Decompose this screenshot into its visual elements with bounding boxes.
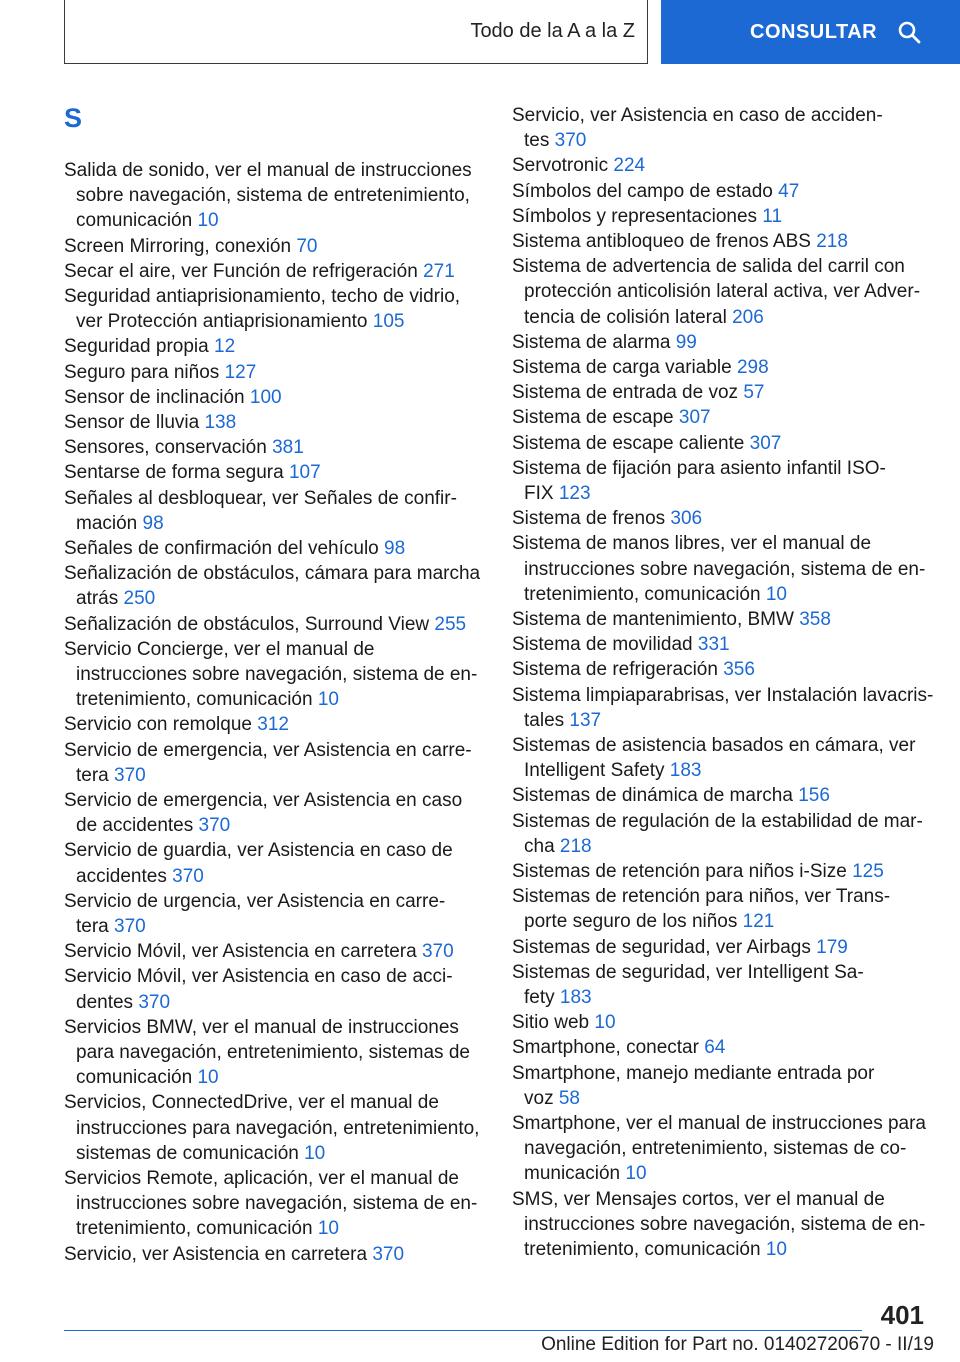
index-entry: [64, 259, 494, 284]
entry-text: Sistemas de seguridad, ver Intelligent Sa-: [512, 961, 864, 983]
index-entry: [512, 531, 944, 607]
page-link[interactable]: 64: [704, 1037, 726, 1059]
entry-text: Servicio Móvil, ver Asistencia en caso de acci-: [64, 966, 453, 988]
entry-text: Sensores, conservación: [64, 437, 267, 459]
index-entry: [512, 380, 944, 405]
index-entry: [512, 960, 944, 1010]
entry-text: Sistema de frenos: [512, 508, 666, 530]
entry-text: Smartphone, manejo mediante entrada por: [512, 1062, 875, 1084]
page-link[interactable]: 356: [723, 659, 755, 681]
page-link[interactable]: 10: [765, 583, 787, 605]
entry-text: Servicio Concierge, ver el manual de: [64, 638, 375, 660]
entry-text: Sistema de manos libres, ver el manual de: [512, 533, 872, 555]
index-entry: [64, 889, 494, 939]
entry-text: Smartphone, ver el manual de instrucciones para: [512, 1113, 927, 1134]
index-entry: [512, 153, 944, 178]
entry-text: SMS, ver Mensajes cortos, ver el manual de: [512, 1188, 885, 1210]
search-icon: [897, 20, 921, 44]
entry-text: Señales de confirmación del vehículo: [64, 538, 379, 559]
top-navigation: [0, 0, 960, 66]
page-link[interactable]: 10: [594, 1012, 616, 1034]
entry-text: Sentarse de forma segura: [64, 462, 284, 484]
entry-text: tretenimiento, comunicación: [76, 689, 313, 711]
page-link[interactable]: 370: [114, 764, 146, 786]
page-link[interactable]: 123: [558, 483, 591, 504]
index-entry: [512, 809, 944, 859]
index-entry: [64, 738, 494, 788]
entry-text: Sistemas de regulación de la estabilidad de mar-: [512, 810, 923, 832]
entry-text: Sistema de carga variable: [512, 357, 732, 378]
index-entry: [512, 783, 944, 808]
entry-text: Sistema antibloqueo de frenos ABS: [512, 231, 811, 252]
entry-text: Sistema de movilidad: [512, 634, 693, 656]
index-entry: [64, 964, 494, 1014]
page-link[interactable]: 250: [123, 588, 156, 610]
index-entry: [64, 1242, 494, 1267]
index-entry: [512, 1010, 944, 1035]
entry-text: Señalización de obstáculos, cámara para marcha: [64, 563, 481, 585]
entry-text: Sistema de advertencia de salida del carril con: [512, 256, 905, 278]
entry-text: tencia de colisión lateral: [524, 306, 727, 328]
page-link[interactable]: 218: [559, 835, 592, 857]
page-link[interactable]: 121: [742, 911, 775, 933]
entry-text: Servicio de emergencia, ver Asistencia en carre-: [64, 739, 472, 761]
page-link[interactable]: 125: [852, 861, 884, 882]
tab-consult-label: CONSULTAR: [750, 20, 878, 43]
page-link[interactable]: 298: [736, 357, 769, 378]
entry-text: sistemas de comunicación: [76, 1142, 299, 1164]
index-entry: [512, 179, 944, 204]
page-link[interactable]: 10: [197, 1067, 219, 1089]
page-link[interactable]: 370: [198, 815, 231, 837]
page-link[interactable]: 99: [675, 331, 697, 353]
entry-text: protección anticolisión lateral activa, ver Adver-: [524, 281, 921, 303]
entry-text: accidentes: [76, 865, 167, 887]
entry-text: Sitio web: [512, 1012, 590, 1034]
entry-text: Sistema de alarma: [512, 331, 671, 353]
page-link[interactable]: 255: [434, 613, 467, 635]
index-entry: [512, 355, 944, 380]
page-link[interactable]: 10: [765, 1239, 787, 1260]
entry-text: Sistema de escape: [512, 407, 674, 429]
index-entry: [64, 1166, 494, 1242]
page-link[interactable]: 10: [625, 1163, 647, 1185]
page-link[interactable]: 100: [249, 386, 282, 408]
entry-text: Sistemas de retención para niños, ver Trans-: [512, 886, 891, 908]
entry-text: Screen Mirroring, conexión: [64, 235, 292, 257]
index-entry: [512, 733, 944, 783]
entry-text: instrucciones sobre navegación, sistema de en-: [524, 558, 926, 580]
index-entry: [512, 254, 944, 330]
entry-text: Seguridad antiaprisionamiento, techo de vidrio,: [64, 286, 461, 307]
entry-text: Símbolos y representaciones: [512, 205, 758, 227]
entry-text: Sistema limpiaparabrisas, ver Instalación lavacris-: [512, 684, 934, 706]
entry-text: Servicios BMW, ver el manual de instrucciones: [64, 1016, 459, 1038]
entry-text: FIX: [524, 483, 554, 504]
page-link[interactable]: 70: [296, 235, 318, 257]
index-entry: [512, 935, 944, 960]
entry-text: Seguro para niños: [64, 361, 220, 383]
entry-text: Servicio con remolque: [64, 714, 252, 736]
entry-text: Servicio, ver Asistencia en caso de acciden-: [512, 105, 883, 126]
entry-text: instrucciones sobre navegación, sistema de en-: [76, 664, 478, 685]
index-entry: [64, 838, 494, 888]
entry-text: dentes: [76, 991, 134, 1013]
index-entry: [512, 431, 944, 456]
entry-text: Sensor de lluvia: [64, 412, 200, 433]
entry-text: Sistemas de dinámica de marcha: [512, 785, 793, 807]
entry-text: Salida de sonido, ver el manual de instrucciones: [64, 160, 472, 181]
index-entry: [64, 1090, 494, 1166]
entry-text: Servicios, ConnectedDrive, ver el manual de: [64, 1092, 439, 1114]
page-link[interactable]: 271: [423, 260, 455, 282]
section-letter: S: [64, 103, 83, 133]
entry-text: Señales al desbloquear, ver Señales de confir-: [64, 487, 457, 509]
index-entry: [64, 410, 494, 435]
index-entry: [64, 939, 494, 964]
entry-text: Sistemas de asistencia basados en cámara, ver: [512, 735, 916, 756]
page-link[interactable]: 370: [138, 991, 171, 1013]
entry-text: Símbolos del campo de estado: [512, 180, 773, 202]
page-link[interactable]: 11: [762, 205, 783, 227]
entry-text: cha: [524, 835, 555, 857]
index-entry: [512, 1111, 944, 1187]
index-entry: [512, 103, 944, 153]
entry-text: Servicio de emergencia, ver Asistencia en caso: [64, 790, 463, 811]
entry-text: Sistemas de seguridad, ver Airbags: [512, 936, 811, 958]
page-link[interactable]: 10: [317, 1218, 339, 1240]
entry-text: Señalización de obstáculos, Surround View: [64, 613, 430, 635]
page-link[interactable]: 10: [304, 1142, 326, 1164]
page-link[interactable]: 105: [372, 311, 405, 333]
index-entry: [64, 612, 494, 637]
index-entry: [512, 506, 944, 531]
page-link[interactable]: 98: [142, 512, 164, 534]
page-link[interactable]: 47: [778, 180, 800, 202]
page-link[interactable]: 183: [559, 987, 592, 1008]
index-entry: [512, 607, 944, 632]
page-link[interactable]: 10: [317, 689, 339, 711]
entry-text: Servicio de urgencia, ver Asistencia en carre-: [64, 890, 446, 912]
index-entry: [64, 385, 494, 410]
entry-text: Smartphone, conectar: [512, 1037, 699, 1059]
page-link[interactable]: 127: [224, 361, 257, 383]
page-link[interactable]: 183: [669, 760, 702, 782]
entry-text: Secar el aire, ver Función de refrigeración: [64, 260, 418, 282]
tab-index-a-z[interactable]: [64, 0, 648, 64]
index-entry: [512, 204, 944, 229]
index-entry: [512, 1061, 944, 1111]
entry-text: tretenimiento, comunicación: [76, 1218, 313, 1240]
entry-text: tretenimiento, comunicación: [524, 583, 761, 605]
index-entry: [512, 859, 944, 884]
page-link[interactable]: 224: [613, 155, 646, 177]
page-link[interactable]: 370: [172, 865, 204, 887]
page-link[interactable]: 307: [678, 407, 711, 429]
entry-text: Servicio de guardia, ver Asistencia en caso de: [64, 840, 453, 862]
page-link[interactable]: 306: [670, 508, 703, 530]
page-link[interactable]: 12: [214, 336, 236, 358]
footer-edition: Online Edition for Part no. 01402720670 - II/19: [541, 1334, 934, 1355]
index-entry: [64, 486, 494, 536]
entry-text: Sistemas de retención para niños i-Size: [512, 861, 847, 882]
page-link[interactable]: 358: [799, 609, 831, 630]
index-entry: [512, 456, 944, 506]
index-entry: [64, 1015, 494, 1091]
entry-text: municación: [524, 1163, 621, 1185]
index-entry: [512, 330, 944, 355]
page-link[interactable]: 137: [569, 709, 602, 731]
entry-text: Sensor de inclinación: [64, 386, 245, 408]
page-link[interactable]: 57: [743, 382, 765, 404]
index-entry: [64, 561, 494, 611]
index-entry: [64, 637, 494, 713]
entry-text: Sistema de refrigeración: [512, 659, 718, 681]
index-entry: [64, 234, 494, 259]
index-entry: [64, 712, 494, 737]
tab-consult[interactable]: [661, 0, 960, 64]
page-link[interactable]: 307: [749, 432, 782, 454]
page-number: 401: [880, 1300, 924, 1330]
page-link[interactable]: 179: [816, 936, 848, 958]
index-entry: [512, 1035, 944, 1060]
index-entry: [512, 683, 944, 733]
entry-text: Sistema de entrada de voz: [512, 382, 739, 404]
page-link[interactable]: 331: [697, 634, 730, 656]
entry-text: instrucciones sobre navegación, sistema de en-: [76, 1193, 478, 1215]
index-entry: [512, 405, 944, 430]
page-link[interactable]: 206: [732, 306, 764, 328]
entry-text: Seguridad propia: [64, 336, 209, 358]
index-entry: [64, 158, 494, 234]
page-link[interactable]: 381: [272, 437, 304, 459]
page-link[interactable]: 10: [197, 210, 219, 232]
entry-text: Servicio Móvil, ver Asistencia en carretera: [64, 941, 417, 963]
index-entry: [64, 788, 494, 838]
entry-text: Intelligent Safety: [524, 760, 665, 782]
entry-text: porte seguro de los niños: [524, 911, 738, 933]
entry-text: tes: [524, 130, 550, 152]
page-link[interactable]: 370: [372, 1243, 405, 1265]
entry-text: tera: [76, 764, 109, 786]
entry-text: comunicación: [76, 210, 193, 232]
entry-text: ver Protección antiaprisionamiento: [76, 311, 368, 333]
index-entry: [512, 884, 944, 934]
entry-text: Sistema de mantenimiento, BMW: [512, 609, 794, 630]
tab-index-label: Todo de la A a la Z: [470, 20, 635, 42]
entry-text: Servotronic: [512, 155, 609, 177]
page-link[interactable]: 370: [554, 130, 587, 152]
index-entry: [512, 632, 944, 657]
entry-text: para navegación, entretenimiento, sistemas de: [76, 1042, 470, 1063]
index-entry: [512, 657, 944, 682]
entry-text: mación: [76, 512, 138, 534]
entry-text: atrás: [76, 588, 119, 610]
entry-text: fety: [524, 987, 555, 1008]
entry-text: voz: [524, 1087, 554, 1109]
page-link[interactable]: 58: [558, 1087, 580, 1109]
entry-text: Servicio, ver Asistencia en carretera: [64, 1243, 368, 1265]
entry-text: Sistema de escape caliente: [512, 432, 745, 454]
index-entry: [64, 536, 494, 561]
entry-text: tales: [524, 709, 565, 731]
page-link[interactable]: 138: [204, 412, 237, 433]
page-link[interactable]: 107: [288, 462, 321, 484]
page-link[interactable]: 312: [257, 714, 289, 736]
entry-text: comunicación: [76, 1067, 193, 1089]
entry-text: tera: [76, 916, 109, 937]
index-entry: [64, 334, 494, 359]
index-entry: [64, 360, 494, 385]
entry-text: sobre navegación, sistema de entretenimiento,: [76, 185, 470, 207]
page-link[interactable]: 218: [816, 231, 848, 252]
index-entry: [64, 284, 494, 334]
index-entry: [64, 435, 494, 460]
entry-text: tretenimiento, comunicación: [524, 1239, 761, 1260]
footer-divider: [64, 1330, 862, 1331]
entry-text: Sistema de fijación para asiento infantil ISO-: [512, 457, 886, 479]
entry-text: de accidentes: [76, 815, 194, 837]
index-entry: [512, 1187, 944, 1263]
index-entry: [512, 229, 944, 254]
entry-text: instrucciones para navegación, entretenimiento,: [76, 1117, 480, 1139]
page-link[interactable]: 98: [384, 538, 406, 559]
entry-text: instrucciones sobre navegación, sistema de en-: [524, 1213, 926, 1235]
page-link[interactable]: 370: [114, 916, 146, 937]
page-link[interactable]: 370: [421, 941, 454, 963]
entry-text: navegación, entretenimiento, sistemas de co-: [524, 1138, 907, 1160]
page-link[interactable]: 156: [798, 785, 830, 807]
index-entry: [64, 460, 494, 485]
entry-text: Servicios Remote, aplicación, ver el manual de: [64, 1168, 459, 1189]
